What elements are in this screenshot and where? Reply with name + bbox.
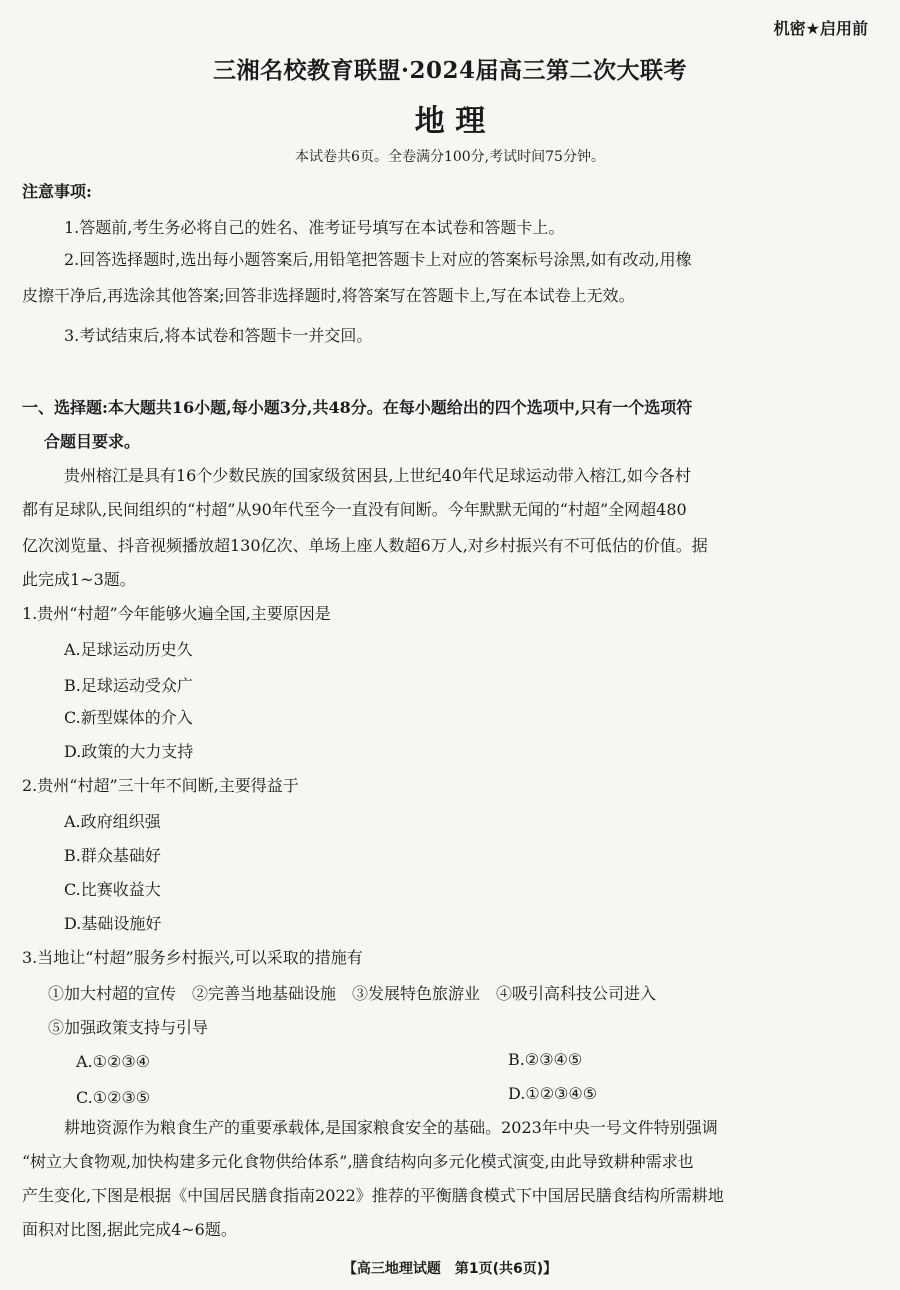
answer-option: A.政府组织强 [64, 812, 161, 831]
notice-item: 皮擦干净后,再选涂其他答案;回答非选择题时,将答案写在答题卡上,写在本试卷上无效。 [22, 286, 635, 305]
confidential-label: 机密★启用前 [773, 19, 868, 38]
exam-title: 三湘名校教育联盟·2024届高三第二次大联考 [212, 57, 688, 84]
question-stem: 2.贵州“村超”三十年不间断,主要得益于 [22, 776, 299, 795]
page-footer: 【高三地理试题 第1页(共6页)】 [342, 1261, 558, 1277]
answer-option: A.足球运动历史久 [64, 640, 193, 659]
answer-option: B.群众基础好 [64, 846, 161, 865]
passage-line: 面积对比图,据此完成4~6题。 [22, 1220, 237, 1239]
measures-list: ①加大村超的宣传 ②完善当地基础设施 ③发展特色旅游业 ④吸引高科技公司进入 [48, 984, 657, 1003]
answer-option: A.①②③④ [76, 1052, 151, 1071]
answer-option: D.基础设施好 [64, 914, 162, 933]
passage-line: 贵州榕江是具有16个少数民族的国家级贫困县,上世纪40年代足球运动带入榕江,如今各村 [64, 466, 691, 485]
answer-option: D.①②③④⑤ [508, 1084, 598, 1103]
passage-line: 产生变化,下图是根据《中国居民膳食指南2022》推荐的平衡膳食模式下中国居民膳食结构所需耕地 [22, 1186, 724, 1205]
answer-option: D.政策的大力支持 [64, 742, 194, 761]
measures-list: ⑤加强政策支持与引导 [48, 1018, 209, 1037]
exam-info: 本试卷共6页。全卷满分100分,考试时间75分钟。 [295, 149, 605, 165]
answer-option: C.新型媒体的介入 [64, 708, 193, 727]
question-stem: 3.当地让“村超”服务乡村振兴,可以采取的措施有 [22, 948, 363, 967]
section-heading: 一、选择题:本大题共16小题,每小题3分,共48分。在每小题给出的四个选项中,只有一个选项符 [22, 398, 693, 417]
section-heading: 合题目要求。 [44, 432, 141, 451]
passage-line: 耕地资源作为粮食生产的重要承载体,是国家粮食安全的基础。2023年中央一号文件特别强调 [64, 1118, 718, 1137]
notice-item: 1.答题前,考生务必将自己的姓名、准考证号填写在本试卷和答题卡上。 [64, 218, 565, 237]
question-stem: 1.贵州“村超”今年能够火遍全国,主要原因是 [22, 604, 331, 623]
answer-option: B.②③④⑤ [508, 1050, 583, 1069]
notice-heading: 注意事项: [22, 182, 92, 201]
notice-item: 2.回答选择题时,选出每小题答案后,用铅笔把答题卡上对应的答案标号涂黑,如有改动,用橡 [64, 250, 692, 269]
passage-line: 此完成1~3题。 [22, 570, 136, 589]
answer-option: B.足球运动受众广 [64, 676, 193, 695]
passage-line: “树立大食物观,加快构建多元化食物供给体系”,膳食结构向多元化模式演变,由此导致耕种需求也 [22, 1152, 694, 1171]
notice-item: 3.考试结束后,将本试卷和答题卡一并交回。 [64, 326, 373, 345]
subject-title: 地 理 [414, 104, 486, 139]
passage-line: 都有足球队,民间组织的“村超”从90年代至今一直没有间断。今年默默无闻的“村超”全网超480 [22, 500, 687, 519]
answer-option: C.①②③⑤ [76, 1088, 151, 1107]
answer-option: C.比赛收益大 [64, 880, 161, 899]
passage-line: 亿次浏览量、抖音视频播放超130亿次、单场上座人数超6万人,对乡村振兴有不可低估的价值。据 [22, 536, 708, 555]
